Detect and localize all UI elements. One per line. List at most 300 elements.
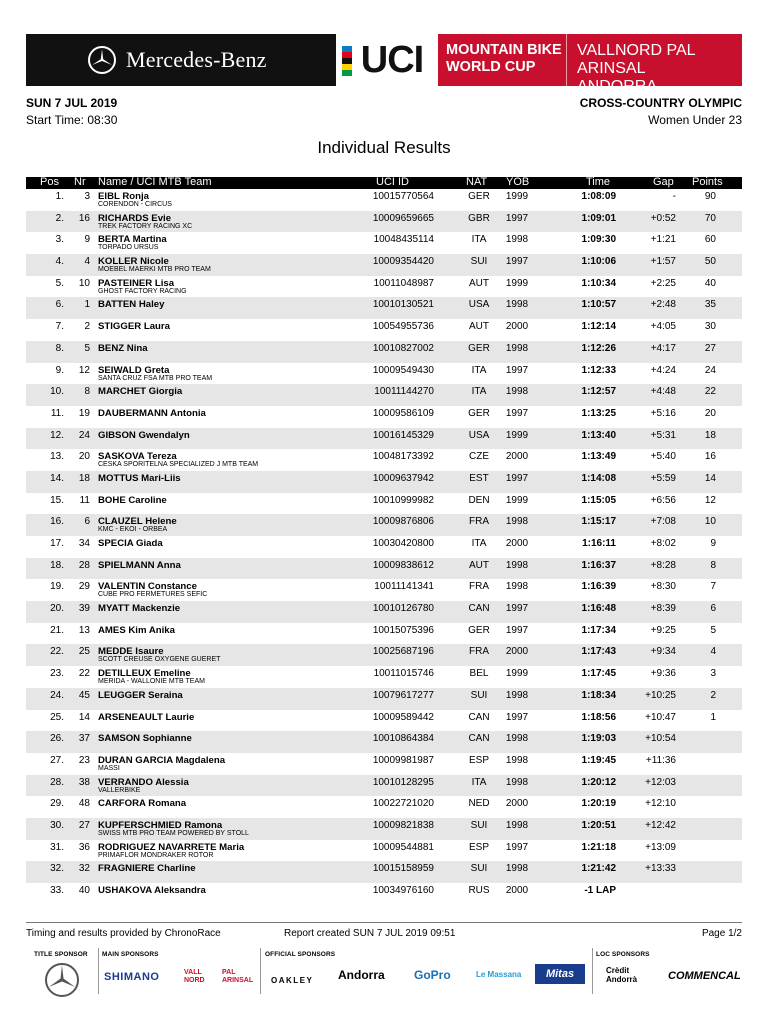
table-row xyxy=(26,341,742,363)
cell-points: 16 xyxy=(704,451,716,463)
table-row xyxy=(26,493,742,515)
page-title: Individual Results xyxy=(317,138,451,157)
sponsor-divider xyxy=(592,948,593,994)
cell-nr: 1 xyxy=(84,299,90,311)
cell-gap: +9:25 xyxy=(650,624,676,636)
cell-nr: 29 xyxy=(78,581,90,593)
cell-gap: +9:36 xyxy=(650,668,676,680)
team-name: MOEBEL MAERKI MTB PRO TEAM xyxy=(98,266,211,274)
col-yob: YOB xyxy=(506,176,530,188)
rider-name: PASTEINER Lisa xyxy=(98,277,175,289)
cell-yob: 1998 xyxy=(505,776,529,788)
rider-name: FRAGNIERE Charline xyxy=(98,863,196,875)
cell-time: 1:20:51 xyxy=(581,819,616,831)
cell-time: 1:19:45 xyxy=(581,754,616,766)
cell-gap: - xyxy=(672,191,676,202)
cell-time: 1:19:03 xyxy=(581,733,616,745)
cell-yob: 2000 xyxy=(505,538,529,549)
series-line-1: MOUNTAIN BIKE xyxy=(446,42,562,58)
cell-nat: BEL xyxy=(469,668,489,680)
cell-points: 22 xyxy=(704,386,716,398)
cell-gap: +8:02 xyxy=(650,538,676,549)
cell-nat: GER xyxy=(468,342,490,354)
cell-time: 1:08:09 xyxy=(581,191,616,202)
cell-nat: FRA xyxy=(469,581,489,593)
vallnord-logo: VALL NORD xyxy=(184,969,205,984)
cell-yob: 1998 xyxy=(505,559,529,571)
rider-name: SEIWALD Greta xyxy=(98,364,170,376)
cell-time: 1:09:30 xyxy=(581,234,616,246)
cell-nr: 9 xyxy=(84,234,90,246)
cell-yob: 1997 xyxy=(505,841,529,853)
table-row xyxy=(26,189,742,211)
cell-pos: 23. xyxy=(50,668,64,680)
cell-gap: +12:10 xyxy=(645,798,676,810)
cell-gap: +4:48 xyxy=(650,386,676,398)
cell-yob: 1997 xyxy=(505,212,529,224)
cell-nat: AUT xyxy=(469,559,489,571)
cell-time: 1:10:34 xyxy=(581,277,616,289)
rider-name: MEDDE Isaure xyxy=(98,646,164,658)
cell-gap: +2:48 xyxy=(650,299,676,311)
rider-name: KOLLER Nicole xyxy=(98,256,169,268)
cell-yob: 1998 xyxy=(505,581,529,593)
table-row xyxy=(26,558,742,580)
team-name: SCOTT CREUSE OXYGENE GUERET xyxy=(98,656,221,664)
rider-name: EIBL Ronja xyxy=(98,191,149,202)
table-row xyxy=(26,818,742,840)
table-row xyxy=(26,601,742,623)
cell-yob: 1997 xyxy=(505,407,529,419)
cell-uci-id: 10079617277 xyxy=(372,689,434,701)
cell-gap: +4:17 xyxy=(650,342,676,354)
col-gap: Gap xyxy=(653,176,674,188)
cell-uci-id: 10025687196 xyxy=(372,646,434,658)
cell-points: 60 xyxy=(704,234,716,246)
cell-uci-id: 10034976160 xyxy=(372,885,434,896)
table-row xyxy=(26,276,742,298)
cell-points: 7 xyxy=(710,581,716,593)
cell-uci-id: 10009876806 xyxy=(372,516,434,528)
table-row xyxy=(26,666,742,688)
rider-name: SPIELMANN Anna xyxy=(98,559,181,571)
table-row xyxy=(26,753,742,775)
rider-name: MOTTUS Mari-Liis xyxy=(98,472,181,484)
cell-uci-id: 10048173392 xyxy=(372,451,434,463)
oakley-logo: OAKLEY xyxy=(271,976,314,985)
credit-andorra-logo: Crèdit Andorrà xyxy=(606,966,638,984)
table-row xyxy=(26,449,742,471)
cell-gap: +11:36 xyxy=(645,754,676,766)
cell-uci-id: 10009659665 xyxy=(372,212,434,224)
cell-gap: +0:52 xyxy=(650,212,676,224)
cell-pos: 21. xyxy=(50,624,64,636)
cell-pos: 10. xyxy=(50,386,64,398)
rider-name: KUPFERSCHMIED Ramona xyxy=(98,819,223,831)
loc-sponsors-heading: LOC SPONSORS xyxy=(596,951,650,958)
team-name: VALLERBIKE xyxy=(98,786,141,794)
table-row xyxy=(26,688,742,710)
cell-uci-id: 10054955736 xyxy=(372,321,434,333)
cell-nr: 39 xyxy=(78,603,90,615)
cell-nat: CAN xyxy=(468,711,490,723)
cell-nr: 22 xyxy=(78,668,90,680)
cell-points: 4 xyxy=(710,646,716,658)
cell-uci-id: 10015770564 xyxy=(372,191,434,202)
rider-name: SAMSON Sophianne xyxy=(98,733,192,745)
cell-uci-id: 10010126780 xyxy=(372,603,434,615)
table-row xyxy=(26,319,742,341)
rider-name: STIGGER Laura xyxy=(98,321,170,333)
cell-yob: 1998 xyxy=(505,863,529,875)
cell-points: 14 xyxy=(704,472,716,484)
cell-points: 18 xyxy=(704,429,716,441)
cell-points: 30 xyxy=(704,321,716,333)
cell-yob: 1999 xyxy=(505,191,529,202)
cell-nr: 25 xyxy=(78,646,90,658)
cell-pos: 7. xyxy=(55,321,64,333)
cell-time: 1:17:34 xyxy=(581,624,616,636)
cell-nat: ESP xyxy=(468,754,489,766)
cell-pos: 3. xyxy=(55,234,64,246)
cell-uci-id: 10010827002 xyxy=(372,342,434,354)
cell-nr: 38 xyxy=(78,776,90,788)
cell-nat: RUS xyxy=(468,885,490,896)
table-row xyxy=(26,861,742,883)
cell-nat: GER xyxy=(468,624,490,636)
cell-nr: 20 xyxy=(78,451,90,463)
cell-nat: CZE xyxy=(469,451,489,463)
rider-name: DETILLEUX Emeline xyxy=(98,668,191,680)
col-uci-id: UCI ID xyxy=(376,176,409,188)
cell-points: 50 xyxy=(704,256,716,268)
cell-time: 1:18:34 xyxy=(581,689,616,701)
cell-yob: 1999 xyxy=(505,494,529,506)
cell-pos: 25. xyxy=(50,711,64,723)
cell-nat: FRA xyxy=(469,646,489,658)
cell-time: 1:13:40 xyxy=(581,429,616,441)
table-row xyxy=(26,471,742,493)
cell-gap: +2:25 xyxy=(650,277,676,289)
cell-time: 1:13:49 xyxy=(581,451,616,463)
cell-uci-id: 10011141341 xyxy=(374,581,434,593)
col-name: Name / UCI MTB Team xyxy=(98,176,212,188)
team-name: TORPADO URSUS xyxy=(98,244,159,252)
cell-yob: 1997 xyxy=(505,603,529,615)
cell-time: 1:17:43 xyxy=(581,646,616,658)
cell-nr: 32 xyxy=(78,863,90,875)
cell-uci-id: 10009549430 xyxy=(372,364,434,376)
rider-name: VERRANDO Alessia xyxy=(98,776,189,788)
category-name: Women Under 23 xyxy=(648,113,742,127)
cell-gap: +5:59 xyxy=(650,472,676,484)
cell-nat: CAN xyxy=(468,733,490,745)
cell-time: 1:16:39 xyxy=(581,581,616,593)
cell-nr: 13 xyxy=(78,624,90,636)
cell-pos: 24. xyxy=(50,689,64,701)
cell-nr: 45 xyxy=(78,689,90,701)
title-sponsor-heading: TITLE SPONSOR xyxy=(34,951,88,958)
cell-nat: NED xyxy=(468,798,490,810)
cell-nr: 36 xyxy=(78,841,90,853)
table-row xyxy=(26,211,742,233)
cell-nr: 16 xyxy=(78,212,90,224)
mercedes-star-icon xyxy=(88,46,116,74)
cell-points: 90 xyxy=(704,191,716,202)
cell-nat: GER xyxy=(468,191,490,202)
cell-pos: 2. xyxy=(55,212,64,224)
la-massana-logo: Le Massana xyxy=(476,970,522,979)
team-name: SWISS MTB PRO TEAM POWERED BY STOLL xyxy=(98,829,249,837)
team-name: MERIDA - WALLONIE MTB TEAM xyxy=(98,678,205,686)
header-banner xyxy=(26,34,742,95)
cell-points: 3 xyxy=(710,668,716,680)
cell-gap: +4:05 xyxy=(650,321,676,333)
cell-uci-id: 10009544881 xyxy=(372,841,434,853)
table-row xyxy=(26,883,742,905)
team-name: MASSI xyxy=(98,764,120,772)
rider-name: DAUBERMANN Antonia xyxy=(98,407,206,419)
cell-gap: +5:16 xyxy=(650,407,676,419)
cell-pos: 9. xyxy=(55,364,64,376)
table-row xyxy=(26,775,742,797)
table-row xyxy=(26,384,742,406)
cell-gap: +13:09 xyxy=(645,841,676,853)
cell-pos: 12. xyxy=(50,429,64,441)
rider-name: CLAUZEL Helene xyxy=(98,516,177,528)
table-row xyxy=(26,644,742,666)
cell-time: 1:12:33 xyxy=(581,364,616,376)
cell-gap: +12:03 xyxy=(645,776,676,788)
rider-name: MYATT Mackenzie xyxy=(98,603,181,615)
sponsor-divider xyxy=(260,948,261,994)
team-name: SANTA CRUZ FSA MTB PRO TEAM xyxy=(98,374,213,382)
cell-time: 1:20:19 xyxy=(581,798,616,810)
uci-logo xyxy=(336,34,438,86)
cell-yob: 1997 xyxy=(505,472,529,484)
table-row xyxy=(26,232,742,254)
cell-gap: +7:08 xyxy=(650,516,676,528)
cell-gap: +10:25 xyxy=(645,689,676,701)
cell-pos: 8. xyxy=(55,342,64,354)
table-row xyxy=(26,623,742,645)
cell-nr: 10 xyxy=(78,277,90,289)
mercedes-benz-logo xyxy=(26,46,336,74)
series-line-2: WORLD CUP xyxy=(446,59,536,75)
team-name: TREK FACTORY RACING XC xyxy=(98,222,193,230)
cell-gap: +13:33 xyxy=(645,863,676,875)
rider-name: RODRIGUEZ NAVARRETE Maria xyxy=(98,841,245,853)
cell-pos: 33. xyxy=(50,885,64,896)
cell-pos: 32. xyxy=(50,863,64,875)
official-sponsors-heading: OFFICIAL SPONSORS xyxy=(265,951,336,958)
cell-pos: 18. xyxy=(50,559,64,571)
cell-nr: 5 xyxy=(84,342,90,354)
table-row xyxy=(26,731,742,753)
andorra-logo: Andorra xyxy=(338,968,385,982)
cell-time: 1:18:56 xyxy=(581,711,616,723)
cell-time: 1:16:37 xyxy=(581,559,616,571)
cell-pos: 16. xyxy=(50,516,64,528)
cell-uci-id: 10009589442 xyxy=(372,711,434,723)
col-nat: NAT xyxy=(466,176,488,188)
cell-nr: 48 xyxy=(78,798,90,810)
page-number: Page 1/2 xyxy=(701,928,742,939)
cell-pos: 6. xyxy=(55,299,64,311)
cell-time: 1:20:12 xyxy=(581,776,616,788)
event-name: CROSS-COUNTRY OLYMPIC xyxy=(579,96,742,110)
cell-nat: ITA xyxy=(471,386,487,398)
cell-points: 70 xyxy=(704,212,716,224)
cell-nr: 23 xyxy=(78,754,90,766)
cell-pos: 5. xyxy=(55,277,64,289)
cell-nat: SUI xyxy=(470,689,488,701)
cell-gap: +8:30 xyxy=(650,581,676,593)
cell-nr: 24 xyxy=(78,429,90,441)
cell-nat: AUT xyxy=(469,321,489,333)
cell-gap: +9:34 xyxy=(650,646,676,658)
cell-yob: 2000 xyxy=(505,646,529,658)
rider-name: ARSENEAULT Laurie xyxy=(98,711,195,723)
cell-nat: ESP xyxy=(468,841,489,853)
cell-nat: USA xyxy=(468,299,490,311)
cell-pos: 15. xyxy=(50,494,64,506)
start-time: Start Time: 08:30 xyxy=(26,113,118,127)
cell-yob: 2000 xyxy=(505,885,529,896)
cell-points: 6 xyxy=(710,603,716,615)
cell-yob: 1998 xyxy=(505,516,529,528)
cell-yob: 1998 xyxy=(505,819,529,831)
cell-nr: 28 xyxy=(78,559,90,571)
team-name: CUBE PRO FERMETURES SEFIC xyxy=(98,591,208,599)
cell-uci-id: 10011048987 xyxy=(373,277,434,289)
table-row xyxy=(26,428,742,450)
cell-pos: 30. xyxy=(50,819,64,831)
cell-time: 1:10:57 xyxy=(581,299,616,311)
table-row xyxy=(26,710,742,732)
venue-title xyxy=(566,34,742,95)
cell-gap: +8:39 xyxy=(650,603,676,615)
gopro-logo: GoPro xyxy=(414,968,451,982)
cell-uci-id: 10015075396 xyxy=(372,624,434,636)
cell-pos: 22. xyxy=(50,646,64,658)
results-table-header xyxy=(26,177,742,189)
cell-nat: ITA xyxy=(471,364,487,376)
cell-points: 5 xyxy=(710,624,716,636)
cell-points: 1 xyxy=(710,711,716,723)
rider-name: MARCHET Giorgia xyxy=(98,386,183,398)
series-title xyxy=(438,34,566,86)
team-name: CESKA SPORITELNA SPECIALIZED J MTB TEAM xyxy=(98,461,259,469)
cell-points: 20 xyxy=(704,407,716,419)
cell-yob: 1997 xyxy=(505,256,529,268)
cell-time: 1:14:08 xyxy=(581,472,616,484)
venue-line-2: ANDORRA xyxy=(577,78,658,95)
cell-yob: 1998 xyxy=(505,342,529,354)
rider-name: SPECIA Giada xyxy=(98,538,163,549)
cell-uci-id: 10009838612 xyxy=(372,559,434,571)
cell-time: 1:12:14 xyxy=(581,321,616,333)
report-created: Report created SUN 7 JUL 2019 09:51 xyxy=(284,928,456,939)
rider-name: CARFORA Romana xyxy=(98,798,187,810)
cell-pos: 20. xyxy=(50,603,64,615)
cell-nat: DEN xyxy=(468,494,490,506)
cell-time: 1:21:18 xyxy=(581,841,616,853)
cell-nr: 19 xyxy=(78,407,90,419)
cell-nr: 40 xyxy=(78,885,90,896)
rider-name: USHAKOVA Aleksandra xyxy=(98,885,206,896)
cell-nat: AUT xyxy=(469,277,489,289)
cell-uci-id: 10010130521 xyxy=(372,299,434,311)
cell-nat: SUI xyxy=(470,256,488,268)
cell-uci-id: 10015158959 xyxy=(372,863,434,875)
cell-uci-id: 10009586109 xyxy=(372,407,434,419)
cell-time: 1:16:48 xyxy=(581,603,616,615)
results-table-body xyxy=(26,189,742,905)
cell-time: 1:21:42 xyxy=(581,863,616,875)
cell-uci-id: 10030420800 xyxy=(372,538,434,549)
cell-yob: 1998 xyxy=(505,234,529,246)
cell-uci-id: 10016145329 xyxy=(372,429,434,441)
cell-nr: 18 xyxy=(78,472,90,484)
race-date: SUN 7 JUL 2019 xyxy=(26,96,118,110)
mercedes-sponsor-icon xyxy=(44,962,80,1003)
cell-nat: GER xyxy=(468,407,490,419)
cell-nat: EST xyxy=(469,472,489,484)
table-row xyxy=(26,254,742,276)
cell-nr: 34 xyxy=(78,538,90,549)
cell-uci-id: 10009821838 xyxy=(372,819,434,831)
rider-name: LEUGGER Seraina xyxy=(98,689,183,701)
cell-gap: +1:21 xyxy=(650,234,676,246)
cell-time: 1:10:06 xyxy=(581,256,616,268)
cell-pos: 4. xyxy=(55,256,64,268)
team-name: GHOST FACTORY RACING xyxy=(98,287,187,295)
cell-yob: 1998 xyxy=(505,689,529,701)
timing-credit: Timing and results provided by ChronoRace xyxy=(26,928,221,939)
cell-nr: 6 xyxy=(84,516,90,528)
cell-uci-id: 10048435114 xyxy=(373,234,434,246)
cell-points: 35 xyxy=(704,299,716,311)
cell-uci-id: 10010864384 xyxy=(372,733,434,745)
cell-nr: 14 xyxy=(78,711,90,723)
col-time: Time xyxy=(586,176,611,188)
cell-uci-id: 10009981987 xyxy=(372,754,434,766)
cell-uci-id: 10022721020 xyxy=(372,798,434,810)
cell-yob: 2000 xyxy=(505,451,529,463)
cell-points: 8 xyxy=(710,559,716,571)
cell-pos: 1. xyxy=(55,191,64,202)
cell-yob: 2000 xyxy=(505,321,529,333)
cell-gap: +5:40 xyxy=(650,451,676,463)
cell-points: 10 xyxy=(704,516,716,528)
cell-yob: 1997 xyxy=(505,364,529,376)
team-name: KMC - EKOI - ORBEA xyxy=(98,526,168,534)
rider-name: DURAN GARCIA Magdalena xyxy=(98,754,226,766)
venue-line-1: VALLNORD PAL ARINSAL xyxy=(577,42,695,77)
rider-name: BENZ Nina xyxy=(98,342,148,354)
table-row xyxy=(26,796,742,818)
cell-time: 1:17:45 xyxy=(581,668,616,680)
cell-nat: FRA xyxy=(469,516,489,528)
cell-nat: CAN xyxy=(468,603,490,615)
cell-uci-id: 10009637942 xyxy=(372,472,434,484)
col-pos: Pos xyxy=(40,176,59,188)
cell-yob: 1999 xyxy=(505,668,529,680)
cell-gap: +10:47 xyxy=(645,711,676,723)
cell-time: 1:15:17 xyxy=(581,516,616,528)
cell-yob: 1997 xyxy=(505,624,529,636)
